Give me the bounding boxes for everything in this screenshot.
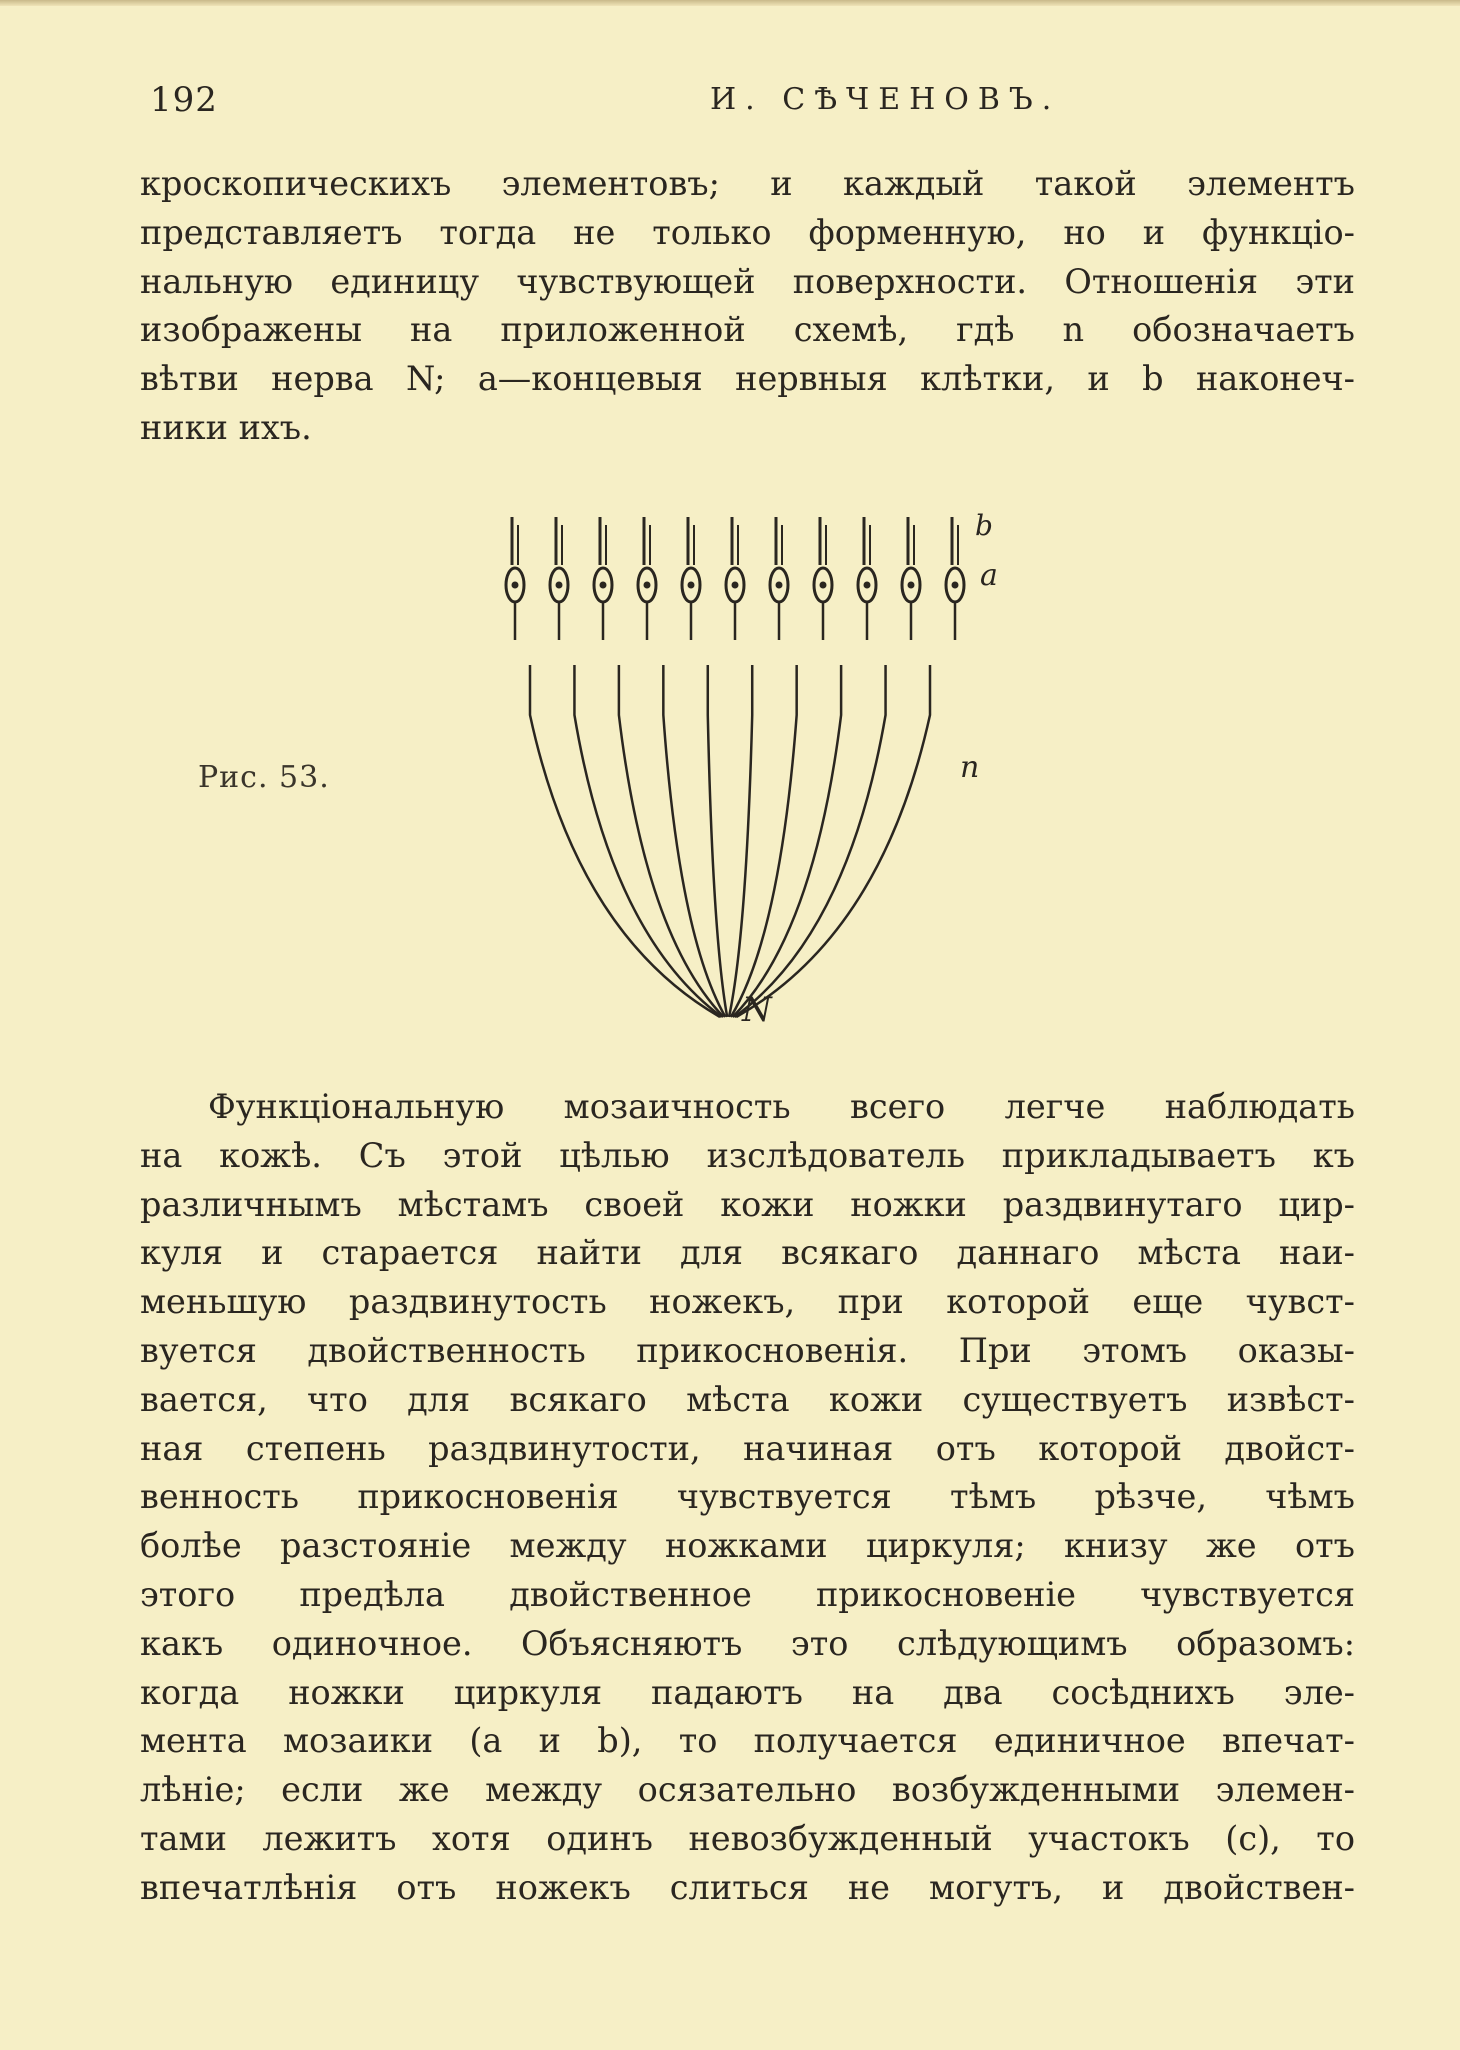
- nerve-branch: [574, 665, 721, 1017]
- text-line: на кожѣ. Съ этой цѣлью изслѣдователь прикладываетъ къ: [140, 1135, 1355, 1175]
- nerve-figure: [490, 505, 1010, 1045]
- figure-label-N: N: [742, 990, 772, 1030]
- text-line: лѣніе; если же между осязательно возбужденными элемен-: [140, 1770, 1355, 1810]
- text-line: вѣтви нерва N; a—концевыя нервныя клѣтки, и b наконеч-: [140, 359, 1355, 399]
- cell-nucleus: [600, 582, 607, 589]
- text-line: когда ножки циркуля падаютъ на два сосѣднихъ эле-: [140, 1672, 1355, 1712]
- paragraph-bottom: [140, 1083, 1355, 1913]
- cell-nucleus: [732, 582, 739, 589]
- cell-nucleus: [864, 582, 871, 589]
- nerve-branch: [736, 665, 930, 1017]
- page-number: 192: [150, 80, 218, 120]
- text-line: различнымъ мѣстамъ своей кожи ножки раздвинутаго цир-: [140, 1184, 1355, 1224]
- paragraph-top: [140, 160, 1355, 453]
- cell-nucleus: [952, 582, 959, 589]
- cell-nucleus: [512, 582, 519, 589]
- nerve-branch: [733, 665, 842, 1017]
- nerve-branch: [708, 665, 727, 1017]
- text-line: кроскопическихъ элементовъ; и каждый такой элементъ: [140, 164, 1355, 203]
- text-line: вуется двойственность прикосновенія. При этомъ оказы-: [140, 1330, 1355, 1370]
- nerve-branch: [530, 665, 720, 1017]
- text-line: болѣе разстояніе между ножками циркуля; книзу же отъ: [140, 1526, 1355, 1566]
- cell-nucleus: [644, 582, 651, 589]
- nerve-branch: [734, 665, 885, 1017]
- text-line: куля и старается найти для всякаго даннаго мѣста наи-: [140, 1233, 1355, 1273]
- cell-nucleus: [556, 582, 563, 589]
- text-line: вается, что для всякаго мѣста кожи существуетъ извѣст-: [140, 1379, 1355, 1419]
- nerve-diagram: [490, 505, 1010, 1045]
- text-line: какъ одиночное. Объясняютъ это слѣдующимъ образомъ:: [140, 1623, 1355, 1663]
- text-line: тами лежитъ хотя одинъ невозбужденный участокъ (c), то: [140, 1818, 1355, 1858]
- text-line: ная степень раздвинутости, начиная отъ которой двойст-: [140, 1428, 1355, 1468]
- nerve-cells: [506, 568, 964, 602]
- nerve-branches: [512, 517, 958, 1017]
- nerve-branch: [663, 665, 725, 1017]
- text-line: впечатлѣнія отъ ножекъ слиться не могутъ, и двойствен-: [140, 1867, 1355, 1907]
- text-line: Функціональную мозаичность всего легче наблюдать: [208, 1087, 1355, 1126]
- text-line: нальную единицу чувствующей поверхности. Отношенія эти: [140, 261, 1355, 301]
- figure-label-b: b: [975, 509, 993, 542]
- cell-nucleus: [688, 582, 695, 589]
- text-line: представляетъ тогда не только форменную, но и функціо-: [140, 212, 1355, 252]
- page-top-edge: [0, 0, 1460, 6]
- text-line: этого предѣла двойственное прикосновеніе чувствуется: [140, 1574, 1355, 1614]
- figure-label-n: n: [960, 750, 980, 785]
- running-head: И. СѢЧЕНОВЪ.: [710, 82, 1061, 117]
- page-header: [150, 80, 1350, 130]
- nerve-branch: [729, 665, 752, 1017]
- nerve-branch: [731, 665, 797, 1017]
- text-line: ники ихъ.: [140, 407, 312, 447]
- figure-caption: Рис. 53.: [198, 760, 330, 795]
- cell-nucleus: [820, 582, 827, 589]
- figure-label-a: a: [980, 558, 998, 593]
- text-line: венность прикосновенія чувствуется тѣмъ рѣзче, чѣмъ: [140, 1477, 1355, 1517]
- text-line: изображены на приложенной схемѣ, гдѣ n обозначаетъ: [140, 310, 1355, 350]
- cell-nucleus: [908, 582, 915, 589]
- text-line: мента мозаики (a и b), то получается единичное впечат-: [140, 1721, 1355, 1761]
- cell-nucleus: [776, 582, 783, 589]
- text-line: меньшую раздвинутость ножекъ, при которой еще чувст-: [140, 1282, 1355, 1322]
